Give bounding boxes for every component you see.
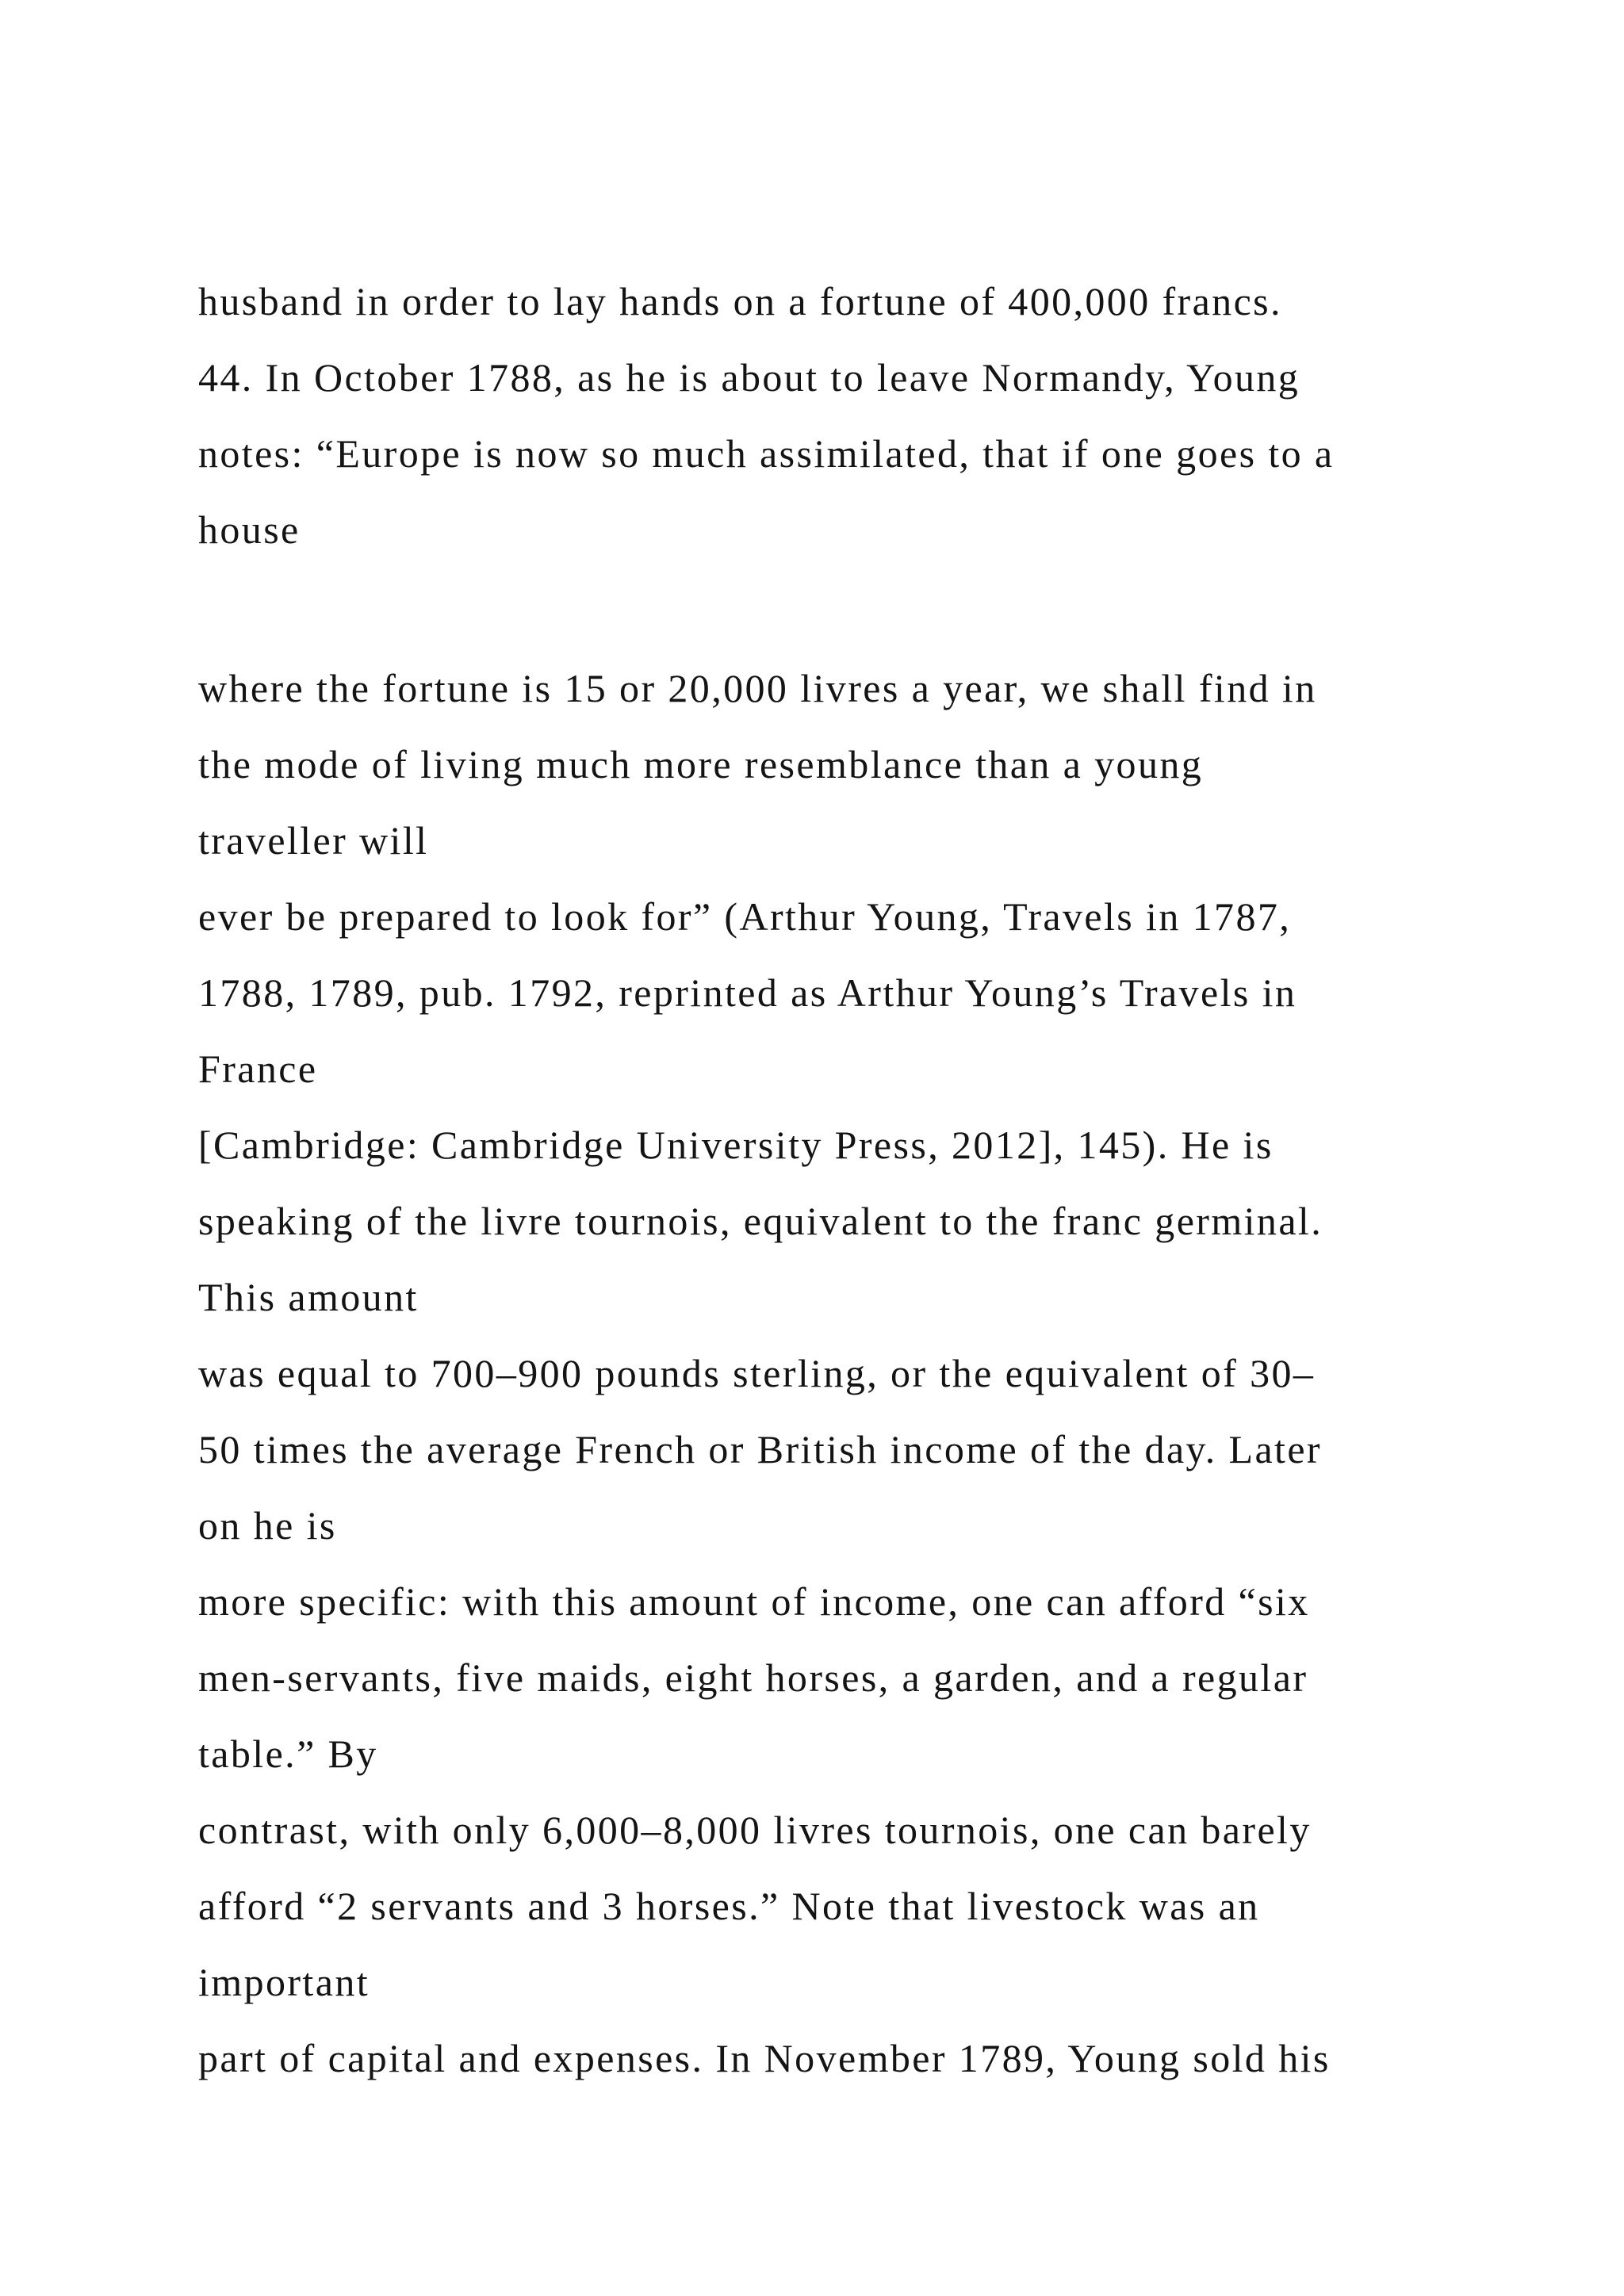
text-line: [Cambridge: Cambridge University Press, 2012], 145). He is (198, 1123, 1274, 1167)
text-line: contrast, with only 6,000–8,000 livres tournois, one can barely (198, 1808, 1312, 1852)
text-line: notes: “Europe is now so much assimilated, that if one goes to a (198, 431, 1335, 476)
text-line: house (198, 507, 301, 552)
text-line: was equal to 700–900 pounds sterling, or the equivalent of 30– (198, 1351, 1316, 1395)
text-line: 44. In October 1788, as he is about to leave Normandy, Young (198, 355, 1300, 400)
text-line: 50 times the average French or British income of the day. Later (198, 1427, 1322, 1471)
text-line: where the fortune is 15 or 20,000 livres a year, we shall find in (198, 666, 1317, 710)
paragraph-2 (198, 655, 1507, 2101)
text-line: table.” By (198, 1732, 378, 1776)
text-line: afford “2 servants and 3 horses.” Note that livestock was an (198, 1884, 1260, 1928)
text-line: ever be prepared to look for” (Arthur Young, Travels in 1787, (198, 894, 1292, 939)
text-line: on he is (198, 1503, 337, 1548)
text-line: the mode of living much more resemblance than a young (198, 742, 1204, 786)
text-line: husband in order to lay hands on a fortune of 400,000 francs. (198, 279, 1282, 323)
paragraph-1 (198, 268, 1507, 572)
text-line: 1788, 1789, pub. 1792, reprinted as Arthur Young’s Travels in (198, 970, 1297, 1015)
text-line: more specific: with this amount of income, one can afford “six (198, 1579, 1310, 1624)
text-line: men-servants, five maids, eight horses, a garden, and a regular (198, 1655, 1308, 1700)
text-line: speaking of the livre tournois, equivalent to the franc germinal. (198, 1199, 1323, 1243)
text-line: This amount (198, 1275, 419, 1319)
text-line: part of capital and expenses. In November 1789, Young sold his (198, 2036, 1331, 2080)
text-line: important (198, 1960, 370, 2004)
text-line: traveller will (198, 818, 429, 863)
text-line: France (198, 1047, 318, 1091)
